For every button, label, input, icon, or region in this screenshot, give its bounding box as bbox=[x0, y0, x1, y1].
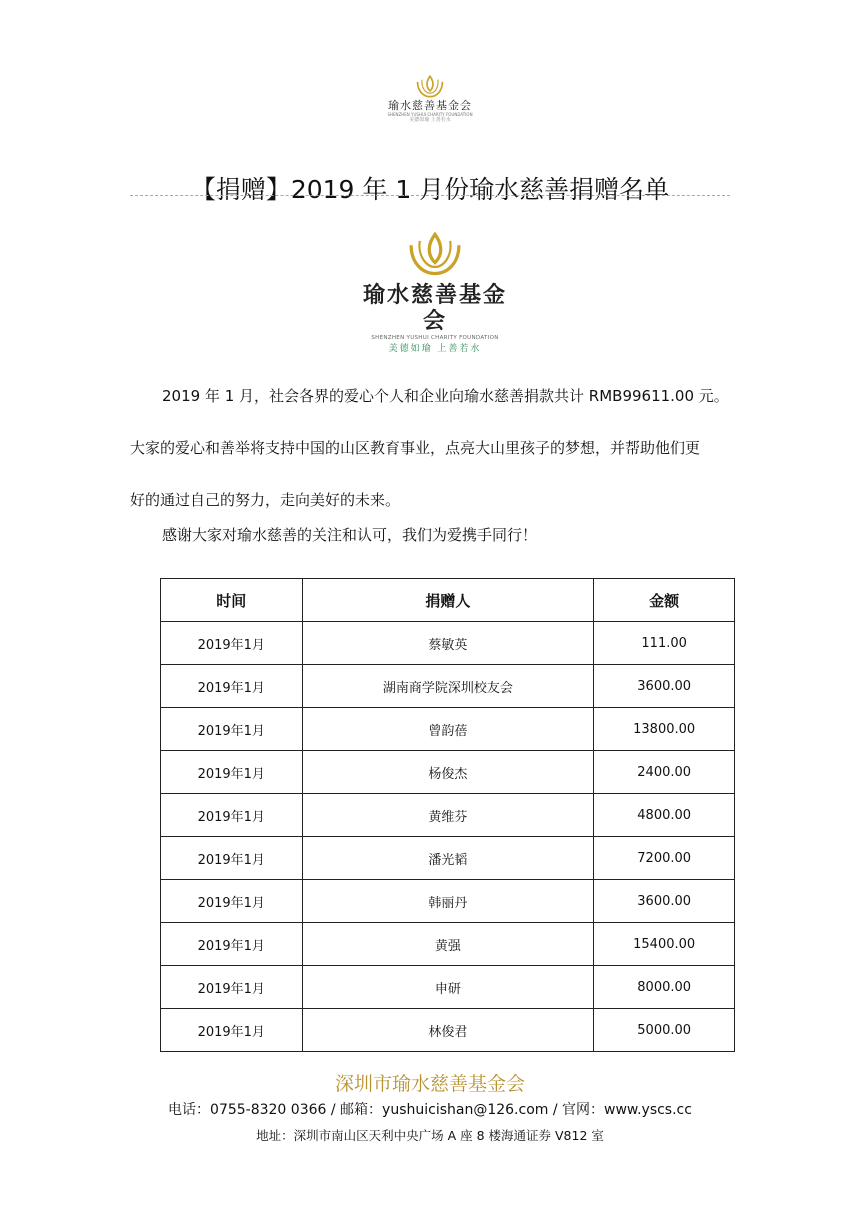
cell-amount: 3600.00 bbox=[594, 665, 735, 708]
cell-donor: 林俊君 bbox=[302, 1009, 594, 1052]
cell-amount: 3600.00 bbox=[594, 880, 735, 923]
cell-date: 2019年1月 bbox=[161, 708, 303, 751]
table-header-row bbox=[161, 579, 735, 622]
cell-date: 2019年1月 bbox=[161, 923, 303, 966]
table-row bbox=[161, 923, 735, 966]
header-logo bbox=[380, 74, 480, 136]
cell-date: 2019年1月 bbox=[161, 794, 303, 837]
cell-amount: 7200.00 bbox=[594, 837, 735, 880]
cell-date: 2019年1月 bbox=[161, 622, 303, 665]
foundation-logo bbox=[355, 230, 515, 354]
table-row bbox=[161, 622, 735, 665]
table-row bbox=[161, 1009, 735, 1052]
cell-donor: 蔡敏英 bbox=[302, 622, 594, 665]
table-row bbox=[161, 708, 735, 751]
cell-date: 2019年1月 bbox=[161, 751, 303, 794]
intro-line-1: 2019 年 1 月，社会各界的爱心个人和企业向瑜水慈善捐款共计 RMB99611.00 元。 bbox=[162, 387, 729, 405]
title-divider bbox=[130, 195, 730, 196]
logo-subtitle: SHENZHEN YUSHUI CHARITY FOUNDATION bbox=[387, 112, 473, 117]
logo-subtitle: SHENZHEN YUSHUI CHARITY FOUNDATION bbox=[371, 335, 499, 341]
cell-donor: 黄强 bbox=[302, 923, 594, 966]
table-row bbox=[161, 794, 735, 837]
logo-name: 瑜水慈善基金会 bbox=[388, 99, 472, 112]
lotus-icon bbox=[413, 74, 447, 100]
cell-donor: 湖南商学院深圳校友会 bbox=[302, 665, 594, 708]
cell-donor: 黄维芬 bbox=[302, 794, 594, 837]
logo-slogan: 美德如瑜 上善若水 bbox=[388, 344, 482, 354]
cell-donor: 申研 bbox=[302, 966, 594, 1009]
cell-amount: 111.00 bbox=[594, 622, 735, 665]
footer-org-name: 深圳市瑜水慈善基金会 bbox=[334, 1073, 525, 1095]
table-row bbox=[161, 880, 735, 923]
footer-contact: 电话：0755-8320 0366 / 邮箱：yushuicishan@126.com / 官网：www.yscs.cc bbox=[168, 1102, 692, 1118]
cell-donor: 曾韵蓓 bbox=[302, 708, 594, 751]
cell-amount: 5000.00 bbox=[594, 1009, 735, 1052]
cell-date: 2019年1月 bbox=[161, 1009, 303, 1052]
cell-amount: 2400.00 bbox=[594, 751, 735, 794]
intro-paragraph bbox=[130, 383, 735, 513]
header-donor: 捐赠人 bbox=[302, 579, 594, 622]
logo-slogan: 美德如瑜 上善若水 bbox=[409, 117, 451, 123]
table-row bbox=[161, 837, 735, 880]
logo-name: 瑜水慈善基金会 bbox=[362, 282, 507, 334]
cell-donor: 潘光韬 bbox=[302, 837, 594, 880]
intro-line-3: 好的通过自己的努力，走向美好的未来。 bbox=[130, 491, 401, 509]
donation-table bbox=[160, 578, 735, 1052]
intro-line-2: 大家的爱心和善举将支持中国的山区教育事业，点亮大山里孩子的梦想，并帮助他们更 bbox=[130, 439, 701, 457]
footer-address: 地址：深圳市南山区天利中央广场 A 座 8 楼海通证券 V812 室 bbox=[256, 1128, 604, 1143]
cell-date: 2019年1月 bbox=[161, 837, 303, 880]
cell-donor: 韩丽丹 bbox=[302, 880, 594, 923]
document-title: 【捐赠】2019 年 1 月份瑜水慈善捐赠名单 bbox=[190, 174, 670, 204]
cell-amount: 15400.00 bbox=[594, 923, 735, 966]
lotus-icon bbox=[400, 230, 470, 280]
cell-amount: 13800.00 bbox=[594, 708, 735, 751]
header-date: 时间 bbox=[161, 579, 303, 622]
table-row bbox=[161, 751, 735, 794]
header-amount: 金额 bbox=[594, 579, 735, 622]
cell-date: 2019年1月 bbox=[161, 880, 303, 923]
cell-amount: 4800.00 bbox=[594, 794, 735, 837]
table-row bbox=[161, 966, 735, 1009]
thanks-paragraph: 感谢大家对瑜水慈善的关注和认可，我们为爱携手同行！ bbox=[162, 526, 538, 544]
cell-donor: 杨俊杰 bbox=[302, 751, 594, 794]
cell-date: 2019年1月 bbox=[161, 966, 303, 1009]
table-row bbox=[161, 665, 735, 708]
cell-amount: 8000.00 bbox=[594, 966, 735, 1009]
cell-date: 2019年1月 bbox=[161, 665, 303, 708]
